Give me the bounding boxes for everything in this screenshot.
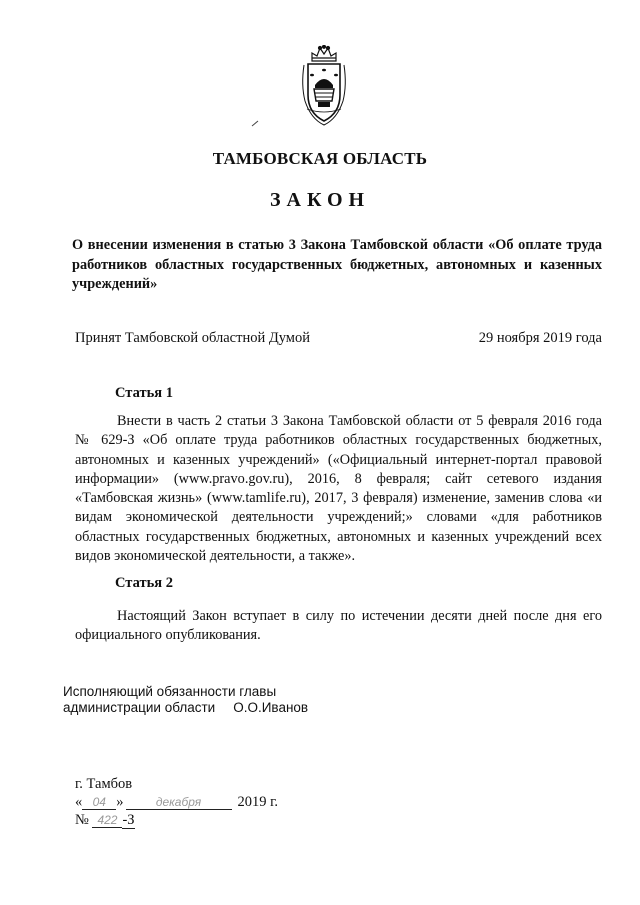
region-title: ТАМБОВСКАЯ ОБЛАСТЬ <box>212 149 428 168</box>
article-1-heading: Статья 1 <box>115 385 173 401</box>
date-close-quote: » <box>116 794 124 810</box>
date-month-stamp: декабря <box>126 795 232 810</box>
number-sign: № <box>75 812 89 828</box>
article-1-text: Внести в часть 2 статьи 3 Закона Тамбовской области от 5 февраля 2016 года № 629-З «Об оплате труда работников областных государственных бюджетных, автономных и казенных учреждений» («Официальный интернет-портал правовой информации» (www.pravo.gov.ru), 2016, 8 февраля; сайт сетевого издания «Тамбовская жизнь» (www.tamlife.ru), 2017, 3 февраля) изменение, заменив слова «и видам экономической деятельности учреждений;» словами «для работников областных государственных бюджетных, автономных и казенных учреждений всех видов экономической деятельности, а также». <box>75 413 602 565</box>
signatory-name: О.О.Иванов <box>233 700 309 715</box>
date-day-stamp: 04 <box>82 795 116 810</box>
stray-pen-mark <box>250 118 262 128</box>
article-2-heading: Статья 2 <box>115 575 173 591</box>
date-year: 2019 г. <box>237 794 279 810</box>
law-number-suffix: -З <box>122 812 135 828</box>
signatory-position-text: администрации области <box>63 700 216 715</box>
signatory-position-line-1: Исполняющий обязанности главы <box>63 684 277 699</box>
law-number-stamp: 422 <box>92 813 122 828</box>
document-type-title: ЗАКОН <box>269 189 371 211</box>
adoption-date: 29 ноября 2019 года <box>478 330 602 346</box>
signing-date-line <box>75 794 278 811</box>
date-open-quote: « <box>75 794 83 810</box>
article-2-text: Настоящий Закон вступает в силу по истечении десяти дней после дня его официального опубликования. <box>75 608 602 644</box>
adopted-by: Принят Тамбовской областной Думой <box>75 330 310 346</box>
place-of-signing: г. Тамбов <box>75 776 133 792</box>
tambov-coat-of-arms-icon <box>299 45 349 127</box>
signatory-position-line-2 <box>63 700 308 716</box>
law-subject: О внесении изменения в статью 3 Закона Тамбовской области «Об оплате труда работников областных государственных бюджетных, автономных и казенных учреждений» <box>72 237 602 292</box>
law-number-line <box>75 812 135 829</box>
signature-block <box>63 684 308 716</box>
